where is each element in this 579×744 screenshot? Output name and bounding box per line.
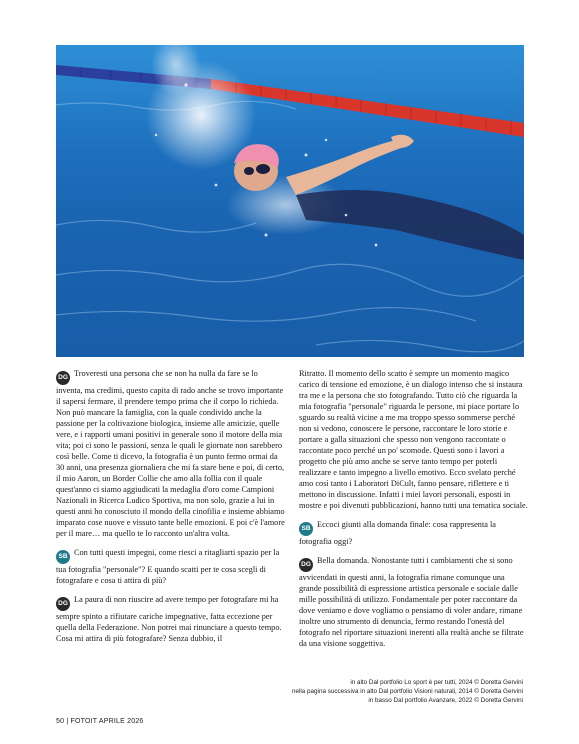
speaker-badge-sb: SB: [299, 522, 313, 536]
page-folio: [56, 718, 144, 725]
speaker-badge-sb: SB: [56, 550, 70, 564]
paragraph-text: Ritratto. Il momento dello scatto è sempre un momento magico carico di tensione ed emozione, è un dialogo intenso che si instaura tra me e la persona che sto fotografando. Tutto ciò che riguarda la mia fotografia "personale" riguarda le persone, mi piace portare lo sguardo su realtà vicine a me ma troppo spesso sommerse perché non si vedono, conoscere le persone, raccontare le loro storie e portare a galla situazioni che spesso non vengono raccontate o raccontate poco perché un po' scomode. Questi sono i lavori a progetto che più amo anche se serve tanto tempo per poterli realizzare e tanto impegno a livello emotivo. Ecco svelato perché amo così tanto i Laboratori DiCult, fanno pensare, riflettere e ti mettono in discussione. Infatti i miei lavori personali, esposti in mostre e poi divenuti pubblicazioni, hanno tutti una tematica sociale.: [299, 369, 528, 510]
magazine-issue: FOTOIT APRILE 2026: [70, 718, 144, 725]
interview-answer-continued: [299, 368, 529, 511]
speaker-badge-dg: DG: [299, 558, 313, 572]
paragraph-text: La paura di non riuscire ad avere tempo per fotografare mi ha sempre spinto a rifiutare cariche impegnative, fatta eccezione per quella della Federazione. Non potrei mai rinunciare a questo tempo. Cosa mi attira di più fotografare? Senza dubbio, il: [56, 595, 282, 643]
paragraph-text: Bella domanda. Nonostante tutti i cambiamenti che si sono avvicendati in questi anni, la fotografia rimane comunque una grande possibilità di espressione artistica personale e sociale dalle mille possibilità di utilizzo. Fondamentale per poter raccontare da dove veniamo e dove vogliamo o pensiamo di voler andare, rimane inoltre uno strumento di denuncia, fermo restando l'onestà del fotografo nel riportare situazioni inerenti alla realtà anche se filtrate da una visione soggettiva.: [299, 556, 524, 648]
page-number: 50: [56, 718, 65, 725]
speaker-badge-dg: DG: [56, 371, 70, 385]
question-text: Con tutti questi impegni, come riesci a ritagliarti spazio per la tua fotografia "personale"? E quando scatti per te cosa scegli di fotografare e cosa ti attira di più?: [56, 548, 280, 585]
question-text: Eccoci giunti alla domanda finale: cosa rappresenta la fotografia oggi?: [299, 520, 496, 546]
interview-answer: [299, 555, 529, 649]
caption-line: in alto Dal portfolio Lo sport è per tutti, 2024 © Doretta Gervini: [350, 679, 523, 686]
caption-line: in basso Dal portfolio Avanzare, 2022 © Doretta Gervini: [368, 697, 523, 705]
interview-question: [299, 519, 529, 547]
interview-question: [56, 547, 286, 586]
paragraph-text: Troveresti una persona che se non ha nulla da fare se lo inventa, ma credimi, questo capita di rado anche se trovo importante il sapersi fermare, il prendere tempo prima che il corpo lo richieda. Non può mancare la famiglia, con la quale condivido anche la passione per la coltivazione biologica, insieme alle amicizie, quelle vere, e i rapporti umani positivi in generale sono il motore della mia vita; poi ci sono le passioni, senza le quali le giornate non sarebbero così belle. Come ti dicevo, la fotografia è un punto fermo ormai da 30 anni, una presenza giornaliera che mi fa stare bene e poi, di certo, il mio Aaron, un Border Collie che amo alla follia con il quale quest'anno ci siamo aggiudicati la medaglia d'oro come Campioni Nazionali in Ricerca Ludico Sportiva, ma non solo, grazie a lui in questi anni ho conosciuto il mondo della cinofilia e insieme abbiamo imparato cose nuove e vissuto tante belle emozioni. E poi c'è l'amore per il mare… ma quello te lo racconto un'altra volta.: [56, 369, 285, 538]
folio-separator: |: [66, 718, 71, 725]
article-right-column: [299, 368, 529, 657]
caption-line: nella pagina successiva in alto Dal portfolio Visioni naturali, 2014 © Doretta Gervini: [292, 688, 523, 696]
photo-captions: [292, 678, 523, 706]
speaker-badge-dg: DG: [56, 597, 70, 611]
interview-answer: [56, 368, 286, 539]
swimmer-photo: [56, 45, 524, 357]
article-left-column: [56, 368, 286, 652]
interview-answer: [56, 594, 286, 644]
swimmer-photo-illustration: [56, 45, 524, 357]
